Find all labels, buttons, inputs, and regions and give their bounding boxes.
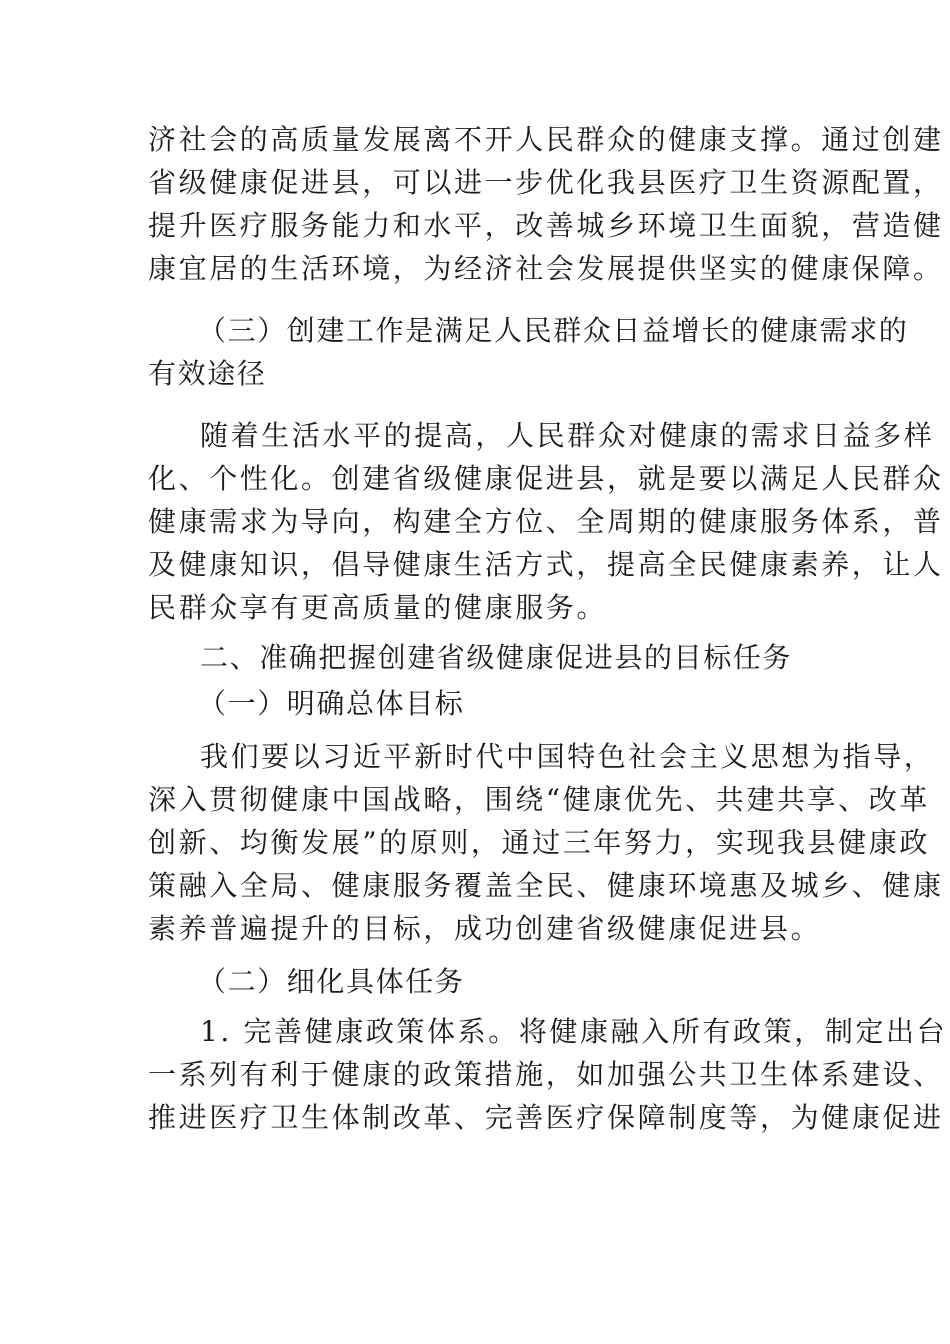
subsection-heading-1: （一）明确总体目标: [198, 687, 465, 720]
paragraph-line: 济社会的高质量发展离不开人民群众的健康支撑。通过创建: [148, 123, 944, 156]
paragraph-line: 随着生活水平的提高，人民群众对健康的需求日益多样: [200, 419, 935, 452]
chapter-heading-2: 二、准确把握创建省级健康促进县的目标任务: [200, 641, 793, 674]
paragraph-line: 省级健康促进县，可以进一步优化我县医疗卫生资源配置，: [148, 166, 944, 199]
paragraph-line: 民群众享有更高质量的健康服务。: [148, 591, 608, 624]
section-heading-3: （三）创建工作是满足人民群众日益增长的健康需求的: [198, 314, 909, 347]
section-heading-3-continued: 有效途径: [148, 357, 267, 390]
paragraph-line: 推进医疗卫生体制改革、完善医疗保障制度等，为健康促进: [148, 1101, 944, 1134]
paragraph-line: 创新、均衡发展”的原则，通过三年努力，实现我县健康政: [148, 826, 930, 859]
subsection-heading-2: （二）细化具体任务: [198, 965, 465, 998]
paragraph-line: 化、个性化。创建省级健康促进县，就是要以满足人民群众: [148, 462, 944, 495]
paragraph-line: 深入贯彻健康中国战略，围绕“健康优先、共建共享、改革: [148, 783, 930, 816]
paragraph-line: 提升医疗服务能力和水平，改善城乡环境卫生面貌，营造健: [148, 209, 944, 242]
paragraph-line: 我们要以习近平新时代中国特色社会主义思想为指导，: [200, 740, 935, 773]
paragraph-line: 健康需求为导向，构建全方位、全周期的健康服务体系，普: [148, 505, 944, 538]
paragraph-line: 一系列有利于健康的政策措施，如加强公共卫生体系建设、: [148, 1058, 944, 1091]
paragraph-line: 素养普遍提升的目标，成功创建省级健康促进县。: [148, 912, 822, 945]
paragraph-line: 1. 完善健康政策体系。将健康融入所有政策，制定出台: [200, 1015, 948, 1048]
paragraph-line: 策融入全局、健康服务覆盖全民、健康环境惠及城乡、健康: [148, 869, 944, 902]
paragraph-line: 及健康知识，倡导健康生活方式，提高全民健康素养，让人: [148, 548, 944, 581]
paragraph-line: 康宜居的生活环境，为经济社会发展提供坚实的健康保障。: [148, 252, 944, 285]
